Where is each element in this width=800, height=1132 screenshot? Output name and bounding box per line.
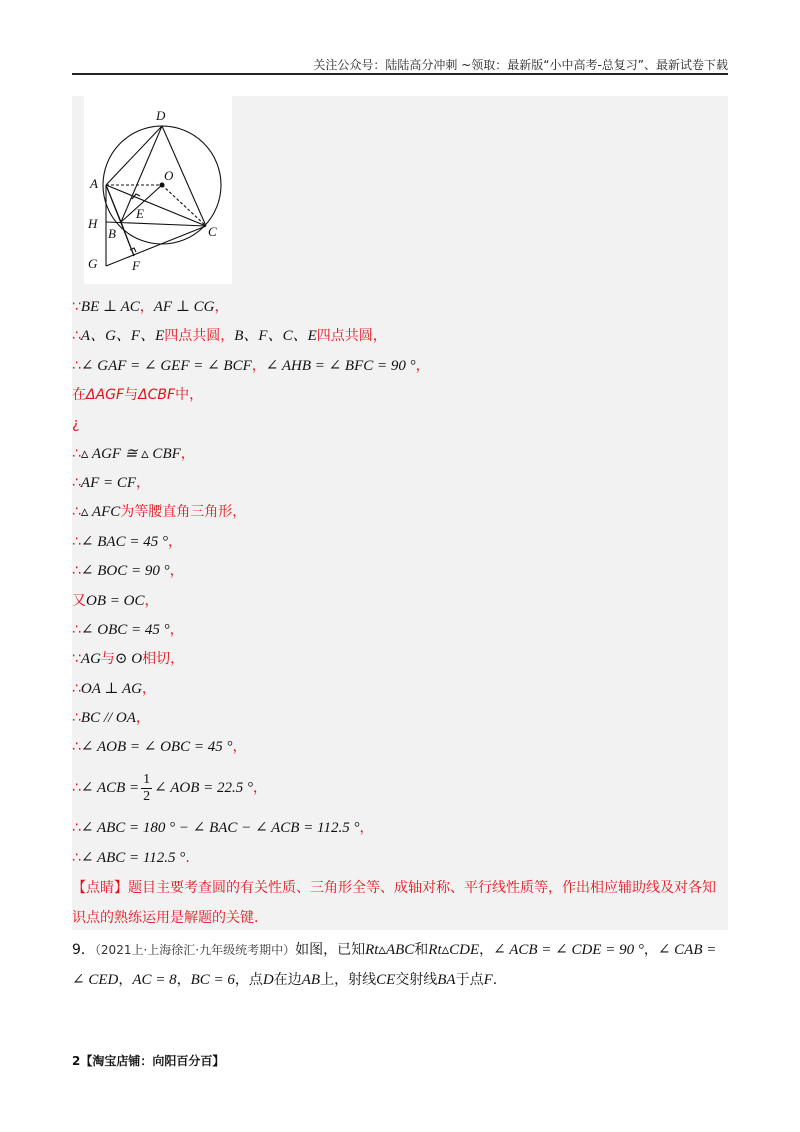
solution-line-3: ∴∠ GAF = ∠ GEF = ∠ BCF，∠ AHB = ∠ BFC = 90 °， (72, 358, 430, 374)
solution-line-14: ∴OA ⊥ AG， (72, 681, 156, 697)
label-f: F (132, 258, 140, 273)
solution-line-15: ∴BC // OA， (72, 710, 150, 726)
solution-line-12: ∴∠ OBC = 45 °， (72, 622, 184, 638)
comment-dianjing: 【点睛】题目主要考查圆的有关性质、三角形全等、成轴对称、平行线性质等，作出相应辅助线及对各知识点的熟练运用是解题的关键. (72, 880, 716, 926)
label-g: G (88, 256, 98, 271)
page-footer: 2【淘宝店铺：向阳百分百】 (72, 1054, 225, 1068)
label-o: O (164, 168, 174, 183)
label-b: B (108, 226, 116, 241)
header-rule (72, 73, 728, 75)
label-e: E (136, 206, 144, 221)
fraction-one-half: $\frac{1}{2}$ (143, 771, 151, 804)
label-d: D (156, 108, 166, 123)
label-a: A (90, 176, 98, 191)
label-h: H (88, 216, 98, 231)
solution-line-2: ∴A、G、F、E四点共圆，B、F、C、E四点共圆， (72, 328, 387, 344)
solution-line-7: ∴AF = CF， (72, 475, 151, 491)
solution-line-8: ∴▵ AFC为等腰直角三角形， (72, 504, 247, 520)
solution-line-13: ∵AG与⊙ O相切， (72, 651, 185, 667)
label-c: C (208, 224, 217, 239)
solution-line-19: ∴∠ ABC = 112.5 °. (72, 850, 190, 866)
solution-line-11: 又OB = OC， (72, 593, 159, 609)
solution-line-17: ∴∠ ACB = $\frac{1}{2}$ ∠ AOB = 22.5 °， (72, 771, 267, 804)
question-9: 9．（2021上·上海徐汇·九年级统考期中）如图，已知Rt▵ABC和Rt▵CDE，∠ ACB = ∠ CDE = 90 °，∠ CAB = ∠ CED，AC = 8，BC = 6，点D在边AB上，射线CE交射线BA于点F. (72, 942, 717, 988)
solution-line-6: ∴▵ AGF ≅ ▵ CBF， (72, 446, 195, 462)
solution-line-9: ∴∠ BAC = 45 °， (72, 534, 182, 550)
circle-diagram (84, 96, 232, 284)
page-header: 关注公众号：陆陆高分冲刺 ~领取：最新版“小中高考-总复习”、最新试卷下载 (313, 58, 728, 72)
solution-line-16: ∴∠ AOB = ∠ OBC = 45 °， (72, 739, 247, 755)
solution-line-5: ¿ (72, 416, 80, 432)
solution-line-10: ∴∠ BOC = 90 °， (72, 563, 184, 579)
solution-line-18: ∴∠ ABC = 180 ° − ∠ BAC − ∠ ACB = 112.5 °， (72, 820, 374, 836)
geometry-figure (84, 96, 232, 284)
solution-line-1: ∵BE ⊥ AC，AF ⊥ CG， (72, 299, 229, 315)
solution-line-4: 在ΔAGF与ΔCBF中， (72, 387, 204, 403)
